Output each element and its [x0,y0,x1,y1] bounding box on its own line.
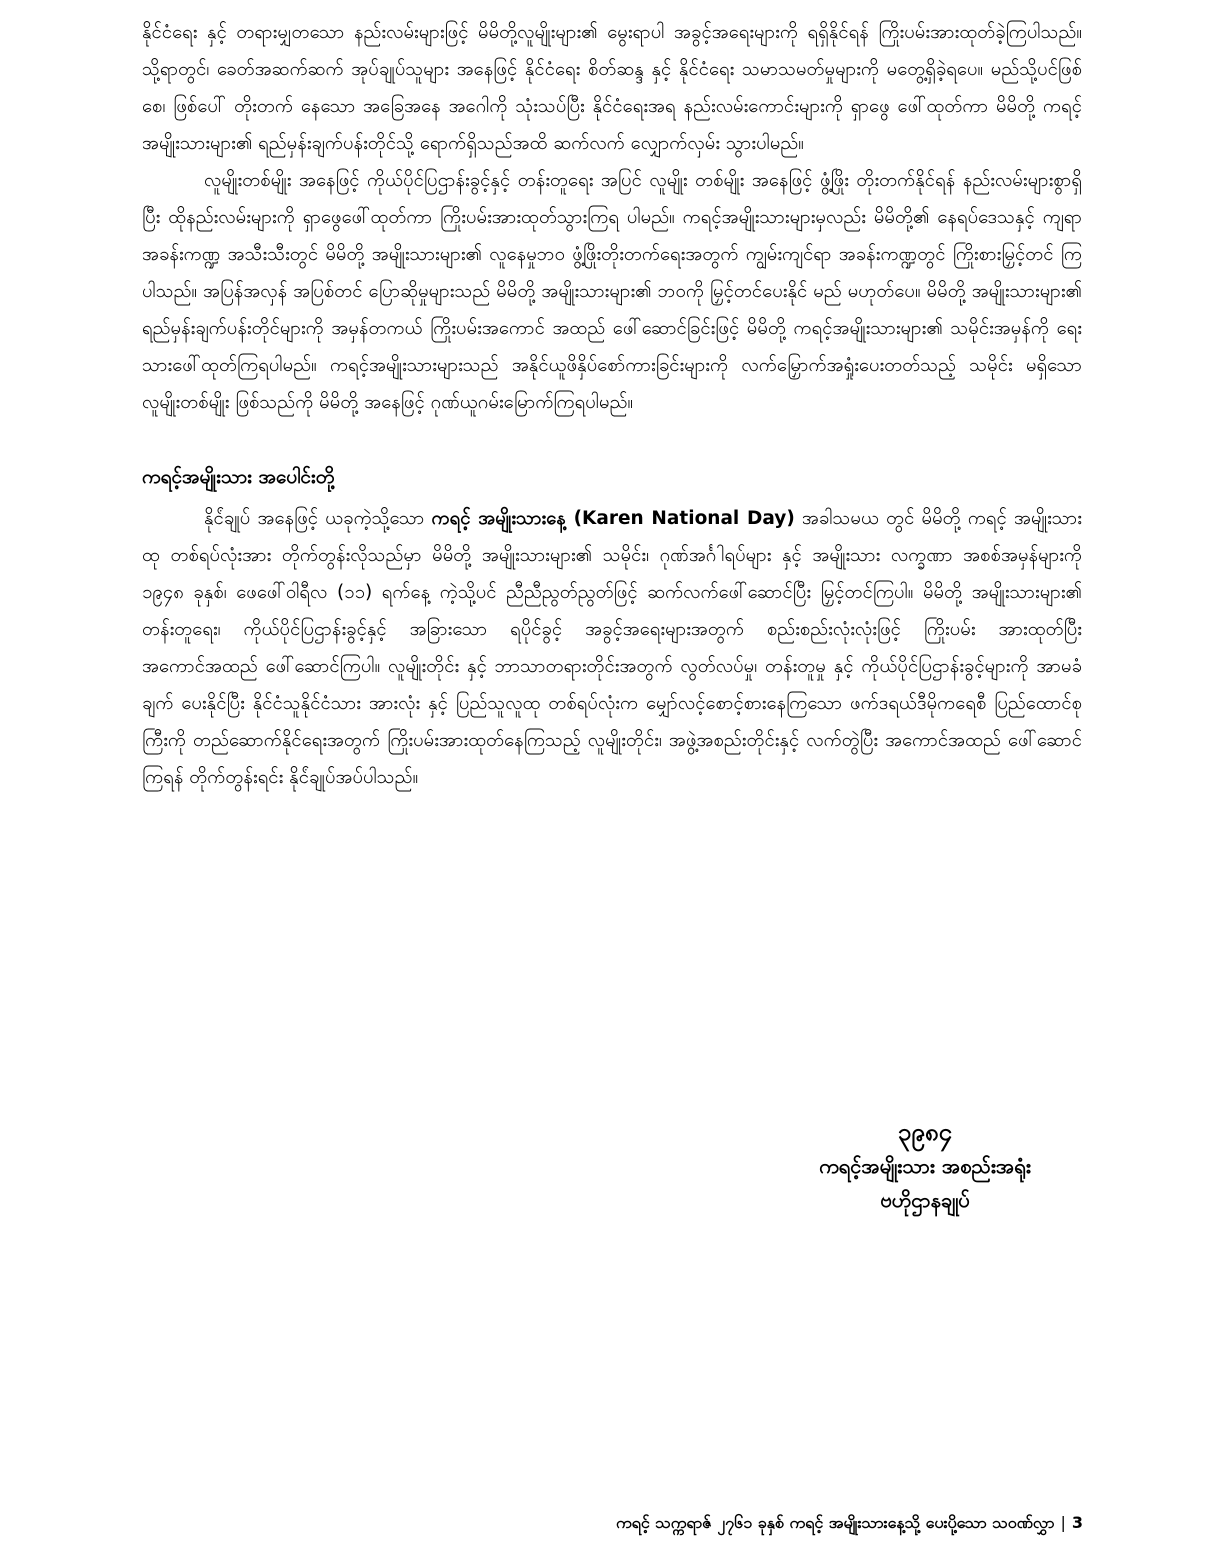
paragraph-3-lead: နိုင်ံချုပ် အနေဖြင့် ယခုကဲ့သို့သော [204,508,432,529]
footer-separator: | [1060,1513,1066,1532]
page-footer [616,1512,1083,1534]
footer-title: ကရင့် သက္ကရာဇ် ၂၇၆၁ ခုနှစ် ကရင့် အမျိုးသားနေ့သို့ ပေးပို့သော သဝဏ်လွှာ [615,1513,1055,1532]
page-number: 3 [1071,1513,1083,1532]
section-heading: ကရင့်အမျိုးသား အပေါင်းတို့ [142,466,335,488]
paragraph-1: နိုင်ငံရေး နှင့် တရားမျှတသော နည်းလမ်းများဖြင့် မိမိတို့လူမျိုးများ၏ မွေးရာပါ အခွင့်အရေးများကို ရရှိနိုင်ရန် ကြိုးပမ်းအားထုတ်ခဲ့ကြပါသည်။ သို့ရာတွင်၊ ခေတ်အဆက်ဆက် အုပ်ချုပ်သူများ အနေဖြင့် နိုင်ငံရေး စိတ်ဆန္ဒ နှင့် နိုင်ငံရေး သမာသမတ်မှုများကို မတွေ့ရှိခဲ့ရပေ။ မည်သို့ပင်ဖြစ်စေ၊ ဖြစ်ပေါ် တိုးတက် နေသော အခြေအနေ အဂေါကို သုံးသပ်ပြီး နိုင်ငံရေးအရ နည်းလမ်းကောင်းများကို ရှာဖွေ ဖေါ်ထုတ်ကာ မိမိတို့ ကရင့်အမျိုးသားများ၏ ရည်မှန်းချက်ပန်းတိုင်သို့ ရောက်ရှိသည်အထိ ဆက်လက် လျှောက်လှမ်း သွားပါမည်။ [142,22,1082,154]
paragraph-2: လူမျိုးတစ်မျိုး အနေဖြင့် ကိုယ်ပိုင်ပြဌာန်းခွင့်နှင့် တန်းတူရေး အပြင် လူမျိုး တစ်မျိုး အနေဖြင့် ဖွံ့ဖြိုး တိုးတက်နိုင်ရန် နည်းလမ်းများစွာရှိပြီး ထိုနည်းလမ်းများကို ရှာဖွေဖေါ်ထုတ်ကာ ကြိုးပမ်းအားထုတ်သွားကြရ ပါမည်။ ကရင့်အမျိုးသားများမှလည်း မိမိတို့၏ နေရပ်ဒေသနှင့် ကျရာ အခန်းကဏ္ဍ အသီးသီးတွင် မိမိတို့ အမျိုးသားများ၏ လူနေမှုဘဝ ဖွံ့ဖြိုးတိုးတက်ရေးအတွက် ကျွမ်းကျင်ရာ အခန်းကဏ္ဍတွင် ကြိုးစားမြှင့်တင် ကြပါသည်။ အပြန်အလှန် အပြစ်တင် ပြောဆိုမှုများသည် မိမိတို့ အမျိုးသားများ၏ ဘဝကို မြှင့်တင်ပေးနိုင် မည် မဟုတ်ပေ။ မိမိတို့ အမျိုးသားများ၏ ရည်မှန်းချက်ပန်းတိုင်များကို အမှန်တကယ် ကြိုးပမ်းအကောင် အထည် ဖေါ်ဆောင်ခြင်းဖြင့် မိမိတို့ ကရင့်အမျိုးသားများ၏ သမိုင်းအမှန်ကို ရေးသားဖေါ်ထုတ်ကြရပါမည်။ ကရင့်အမျိုးသားများသည် အနိုင်ယူဖိနှိပ်စော်ကားခြင်းများကို လက်မြှောက်အရှုံးပေးတတ်သည့် သမိုင်း မရှိသော လူမျိုးတစ်မျိုး ဖြစ်သည်ကို မိမိတို့ အနေဖြင့် ဂုဏ်ယူဂမ်းမြောက်ကြရပါမည်။ [142,170,1082,413]
karen-national-day-emphasis: ကရင့် အမျိုးသားနေ့ (Karen National Day) [431,508,795,529]
signature-office: ဗဟိုဌာနချုပ် [880,1188,970,1212]
signature-block [760,1115,1090,1217]
paragraph-3-rest: အခါသမယ တွင် မိမိတို့ ကရင့် အမျိုးသားထု တစ်ရပ်လုံးအား တိုက်တွန်းလိုသည်မှာ မိမိတို့ အမျိုးသားများ၏ သမိုင်း၊ ဂုဏ်အင်္ဂါရပ်များ နှင့် အမျိုးသား လက္ခဏာ အစစ်အမှန်များကို ၁၉၄၈ ခုနှစ်၊ ဖေဖေါ်ဝါရီလ (၁၁) ရက်နေ့ ကဲ့သို့ပင် ညီညီညွတ်ညွတ်ဖြင့် ဆက်လက်ဖေါ်ဆောင်ပြီး မြှင့်တင်ကြပါ။ မိမိတို့ အမျိုးသားများ၏ တန်းတူရေး၊ ကိုယ်ပိုင်ပြဌာန်းခွင့်နှင့် အခြားသော ရပိုင်ခွင့် အခွင့်အရေးများအတွက် စည်းစည်းလုံးလုံးဖြင့် ကြိုးပမ်း အားထုတ်ပြီး အကောင်အထည် ဖေါ်ဆောင်ကြပါ။ လူမျိုးတိုင်း နှင့် ဘာသာတရားတိုင်းအတွက် လွတ်လပ်မှု၊ တန်းတူမှု နှင့် ကိုယ်ပိုင်ပြဌာန်းခွင့်များကို အာမခံချက် ပေးနိုင်ပြီး နိုင်ငံသူနိုင်ငံသား အားလုံး နှင့် ပြည်သူလူထု တစ်ရပ်လုံးက မျှော်လင့်စောင့်စားနေကြသော ဖက်ဒရယ်ဒီမိုကရေစီ ပြည်ထောင်စုကြီးကို တည်ဆောက်နိုင်ရေးအတွက် ကြိုးပမ်းအားထုတ်နေကြသည့် လူမျိုးတိုင်း၊ အဖွဲ့အစည်းတိုင်းနှင့် လက်တွဲပြီး အကောင်အထည် ဖေါ်ဆောင်ကြရန် တိုက်တွန်းရင်း နိုင်ံချုပ်အပ်ပါသည်။ [142,508,1082,788]
signature-organization: ကရင့်အမျိုးသား အစည်းအရုံး [819,1154,1031,1178]
paragraph-3 [142,500,1082,796]
signature-date: ၃၉၈၄ [897,1118,953,1146]
letter-body [142,14,1082,796]
